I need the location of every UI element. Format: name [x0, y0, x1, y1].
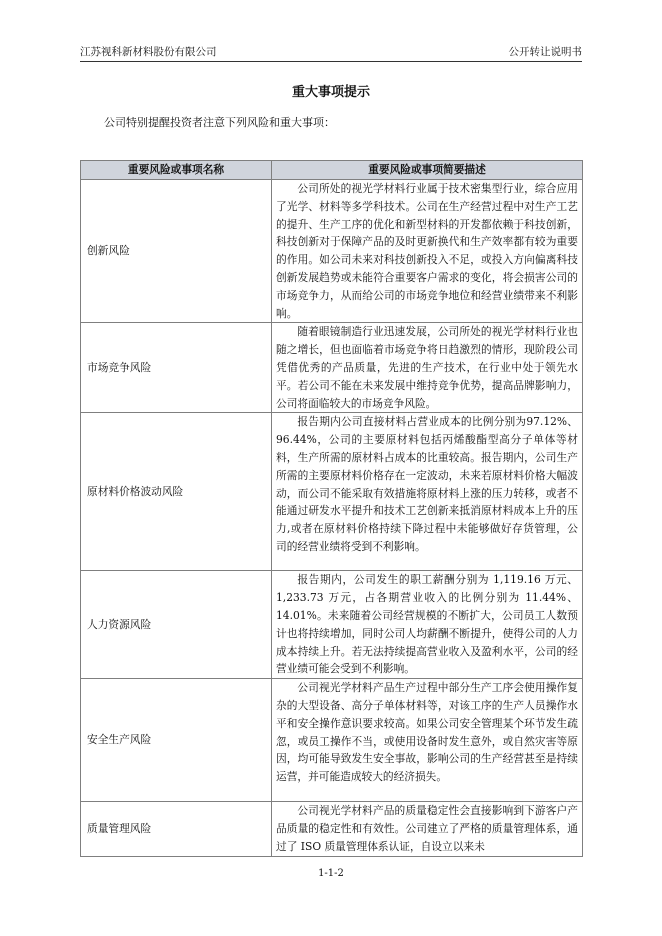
- column-header-description: 重要风险或事项简要描述: [272, 161, 583, 180]
- risk-description: 报告期内公司直接材料占营业成本的比例分别为97.12%、96.44%，公司的主要原材料包括丙烯酸酯型高分子单体等材料，生产所需的原材料占成本的比重较高。报告期内，公司生产所需的主要原材料价格存在一定波动，未来若原材料价格大幅波动，而公司不能采取有效措施将原材料上涨的压力转移，或者不能通过研发水平提升和技术工艺创新来抵消原材料成本上升的压力,或者在原材料价格持续下降过程中未能够做好存货管理，公司的经营业绩将受到不利影响。: [272, 413, 583, 571]
- risk-name: 市场竞争风险: [81, 323, 272, 413]
- table-header-row: [81, 161, 583, 180]
- risk-description: 公司视光学材料产品生产过程中部分生产工序会使用操作复杂的大型设备、高分子单体材料等，对该工序的生产人员操作水平和安全操作意识要求较高。如果公司安全管理某个环节发生疏忽，或员工操作不当，或使用设备时发生意外，或自然灾害等原因，均可能导致发生安全事故，影响公司的生产经营甚至是持续运营，并可能造成较大的经济损失。: [272, 679, 583, 802]
- risk-table: [80, 160, 583, 857]
- page-header: [80, 43, 582, 62]
- table-row: [81, 802, 583, 856]
- risk-name: 原材料价格波动风险: [81, 413, 272, 571]
- risk-name: 创新风险: [81, 180, 272, 323]
- risk-description: 随着眼镜制造行业迅速发展，公司所处的视光学材料行业也随之增长，但也面临着市场竞争将日趋激烈的情形，现阶段公司凭借优秀的产品质量，先进的生产技术，在行业中处于领先水平。若公司不能在未来发展中维持竞争优势，提高品牌影响力，公司将面临较大的市场竞争风险。: [272, 323, 583, 413]
- page-title: 重大事项提示: [291, 85, 370, 100]
- intro-text: 公司特别提醒投资者注意下列风险和重大事项：: [104, 116, 335, 129]
- risk-description: 公司所处的视光学材料行业属于技术密集型行业，综合应用了光学、材料等多学科技术。公司在生产经营过程中对生产工艺的提升、生产工序的优化和新型材料的开发都依赖于科技创新，科技创新对于保障产品的及时更新换代和生产效率都有较为重要的作用。如公司未来对科技创新投入不足，或投入方向偏离科技创新发展趋势或未能符合重要客户需求的变化，将会损害公司的市场竞争力，从而给公司的市场竞争地位和经营业绩带来不利影响。: [272, 180, 583, 323]
- table-row: [81, 679, 583, 802]
- risk-description: 公司视光学材料产品的质量稳定性会直接影响到下游客户产品质量的稳定性和有效性。公司建立了严格的质量管理体系，通过了 ISO 质量管理体系认证，自设立以来未: [272, 802, 583, 856]
- document-type: 公开转让说明书: [508, 46, 582, 58]
- company-name: 江苏视科新材料股份有限公司: [80, 46, 217, 58]
- table-row: [81, 180, 583, 323]
- page-number: 1-1-2: [318, 868, 344, 879]
- risk-name: 质量管理风险: [81, 802, 272, 856]
- table-row: [81, 413, 583, 571]
- risk-name: 安全生产风险: [81, 679, 272, 802]
- risk-description: 报告期内，公司发生的职工薪酬分别为 1,119.16 万元、1,233.73 万元，占各期营业收入的比例分别为 11.44%、14.01%。未来随着公司经营规模的不断扩大，公司员工人数预计也将持续增加，同时公司人均薪酬不断提升，使得公司的人力成本持续上升。若无法持续提高营业收入及盈利水平，公司的经营业绩可能会受到不利影响。: [272, 571, 583, 679]
- table-row: [81, 323, 583, 413]
- risk-name: 人力资源风险: [81, 571, 272, 679]
- table-row: [81, 571, 583, 679]
- column-header-name: 重要风险或事项名称: [81, 161, 272, 180]
